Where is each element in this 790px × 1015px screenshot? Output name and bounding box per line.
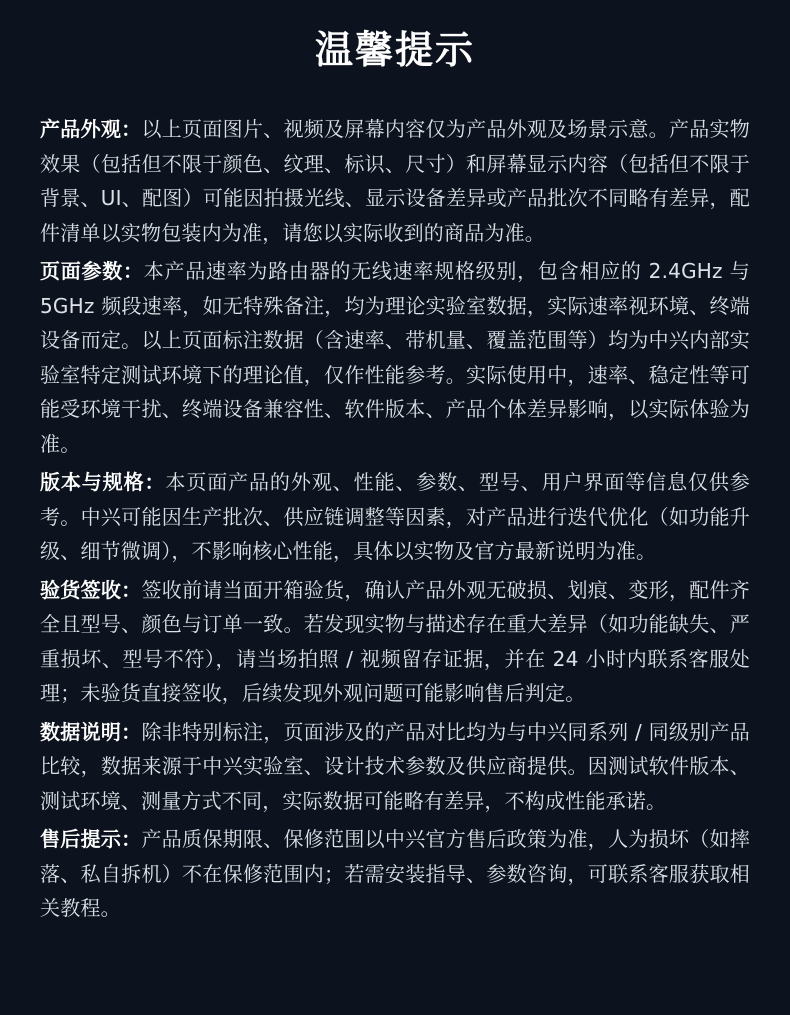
section-text: 本页面产品的外观、性能、参数、型号、用户界面等信息仅供参考。中兴可能因生产批次、供应链调整等因素，对产品进行迭代优化（如功能升级、细节微调），不影响核心性能，具体以实物及官方最新说明为准。 (40, 470, 750, 563)
section-text: 除非特别标注，页面涉及的产品对比均为与中兴同系列 / 同级别产品比较，数据来源于中兴实验室、设计技术参数及供应商提供。因测试软件版本、测试环境、测量方式不同，实际数据可能略有差异，不构成性能承诺。 (40, 719, 750, 813)
section-version-specs (40, 465, 750, 569)
section-page-parameters (40, 254, 750, 461)
notice-sections (40, 112, 750, 926)
page-title: 温馨提示 (314, 28, 475, 72)
section-label: 数据说明： (40, 719, 142, 744)
section-text: 产品质保期限、保修范围以中兴官方售后政策为准，人为损坏（如摔落、私自拆机）不在保修范围内；若需安装指导、参数咨询，可联系客服获取相关教程。 (40, 827, 751, 920)
section-text: 以上页面图片、视频及屏幕内容仅为产品外观及场景示意。产品实物效果（包括但不限于颜色、纹理、标识、尺寸）和屏幕显示内容（包括但不限于背景、UI、配图）可能因拍摄光线、显示设备差异或产品批次不同略有差异，配件清单以实物包装内为准，请您以实际收到的商品为准。 (40, 117, 751, 245)
section-label: 售后提示： (40, 827, 142, 851)
section-data-notes (40, 715, 750, 819)
section-inspection-signing (40, 573, 750, 711)
section-label: 产品外观： (40, 117, 142, 141)
section-label: 验货签收： (40, 577, 142, 602)
section-text: 本产品速率为路由器的无线速率规格级别，包含相应的 2.4GHz 与 5GHz 频段速率，如无特殊备注，均为理论实验室数据，实际速率视环境、终端设备而定。以上页面标注数据（含速率、带机量、覆盖范围等）均为中兴内部实验室特定测试环境下的理论值，仅作性能参考。实际使用中，速率、稳定性等可能受环境干扰、终端设备兼容性、软件版本、产品个体差异影响，以实际体验为准。 (40, 259, 751, 456)
section-text: 签收前请当面开箱验货，确认产品外观无破损、划痕、变形，配件齐全且型号、颜色与订单一致。若发现实物与描述存在重大差异（如功能缺失、严重损坏、型号不符），请当场拍照 / 视频留存证据，并在 24 小时内联系客服处理；未验货直接签收，后续发现外观问题可能影响售后判定。 (40, 577, 751, 705)
section-appearance (40, 112, 750, 250)
section-label: 页面参数： (40, 259, 144, 283)
section-after-sales (40, 822, 750, 926)
section-label: 版本与规格： (40, 470, 166, 494)
